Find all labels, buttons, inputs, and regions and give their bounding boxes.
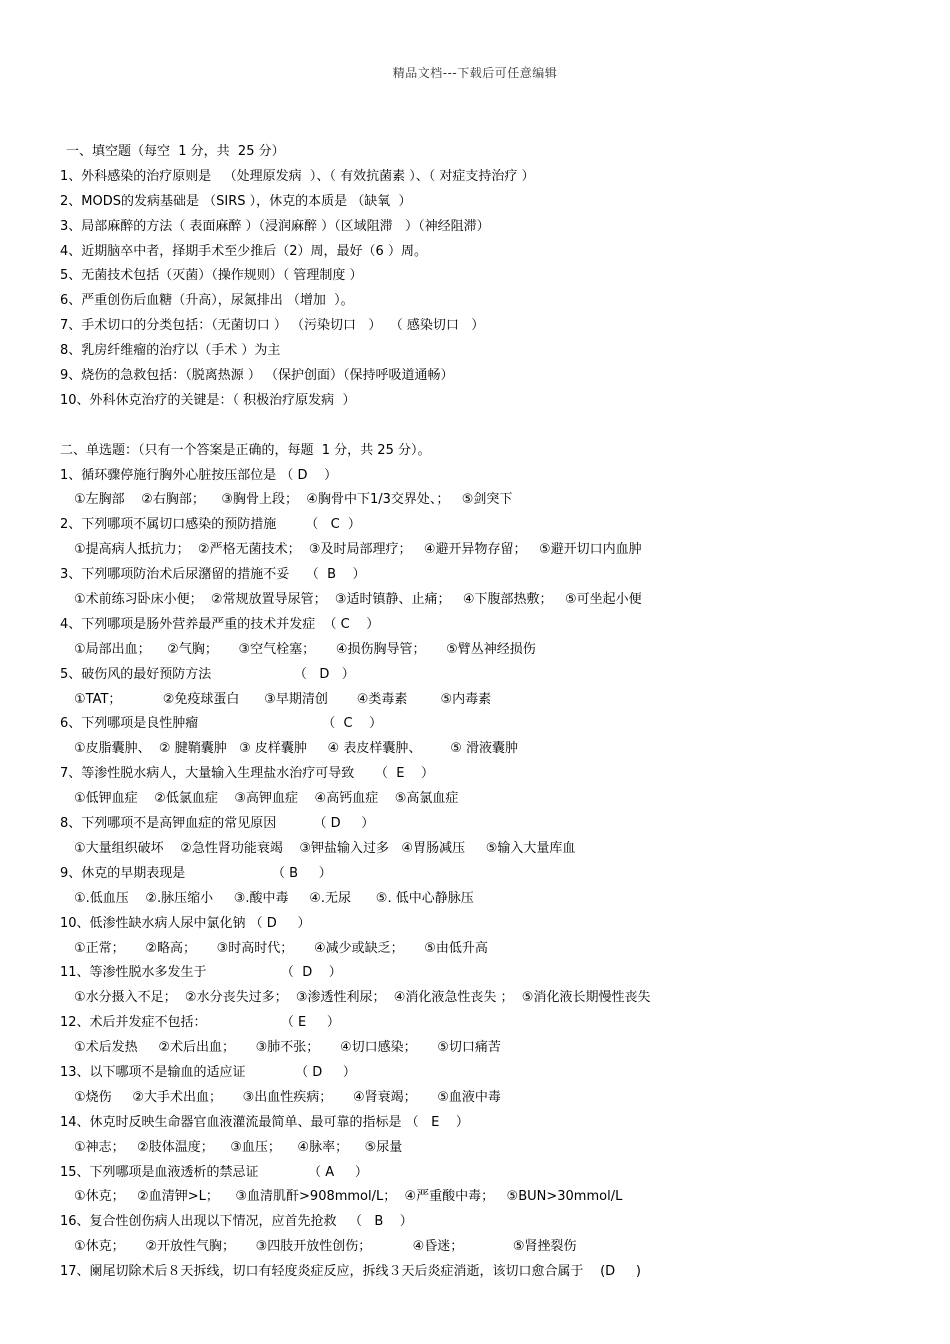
question-options: ①术前练习卧床小便； ②常规放置导尿管； ③适时镇静、止痛； ④下腹部热敷； ⑤可坐起小便 xyxy=(74,592,642,608)
question: 16、复合性创伤病人出现以下情况，应首先抢救 （ B ） xyxy=(60,1214,413,1230)
question: 10、低渗性缺水病人尿中氯化钠 （ D ） xyxy=(60,915,311,931)
fill-item: 6、严重创伤后血糖（升高），尿氮排出 （增加 ）。 xyxy=(60,293,354,309)
question: 2、下列哪项不属切口感染的预防措施 （ C ） xyxy=(60,517,361,533)
question-options: ①大量组织破坏 ②急性肾功能衰竭 ③钾盐输入过多 ④胃肠减压 ⑤输入大量库血 xyxy=(74,840,576,856)
question: 8、下列哪项不是高钾血症的常见原因 （ D ） xyxy=(60,816,375,832)
question-options: ①休克； ②开放性气胸； ③四肢开放性创伤； ④昏迷； ⑤肾挫裂伤 xyxy=(74,1239,577,1255)
fill-item: 8、乳房纤维瘤的治疗以（手术 ）为主 xyxy=(60,343,281,359)
question: 12、术后并发症不包括： （ E ） xyxy=(60,1015,340,1031)
question: 17、阑尾切除术后８天拆线，切口有轻度炎症反应，拆线３天后炎症消逝，该切口愈合属于 (D ) xyxy=(60,1264,641,1280)
section-title-fill: 一、填空题（每空 1 分，共 25 分） xyxy=(66,144,285,159)
question-options: ①神志； ②肢体温度； ③血压； ④脉率； ⑤尿量 xyxy=(74,1139,403,1155)
question: 14、休克时反映生命器官血液灌流最简单、最可靠的指标是 （ E ） xyxy=(60,1114,469,1130)
question-options: ①局部出血； ②气胸； ③空气栓塞； ④损伤胸导管； ⑤臂丛神经损伤 xyxy=(74,641,536,657)
question-options: ①休克； ②血清钾>L； ③血清肌酐>908mmol/L； ④严重酸中毒； ⑤BUN>30mmol/L xyxy=(74,1189,623,1205)
question-options: ①皮脂囊肿、 ② 腱鞘囊肿 ③ 皮样囊肿 ④ 表皮样囊肿、 ⑤ 滑液囊肿 xyxy=(74,741,519,757)
exam-content xyxy=(60,140,920,1285)
fill-item: 1、外科感染的治疗原则是 （处理原发病 ）、（ 有效抗菌素 ）、（ 对症支持治疗 ） xyxy=(60,168,535,184)
question-options: ①低钾血症 ②低氯血症 ③高钾血症 ④高钙血症 ⑤高氯血症 xyxy=(74,791,459,807)
question-options: ①水分摄入不足； ②水分丧失过多； ③渗透性利尿； ④消化液急性丧失 ； ⑤消化液长期慢性丧失 xyxy=(74,990,651,1006)
question: 9、休克的早期表现是 （ B ） xyxy=(60,865,332,881)
fill-item: 7、手术切口的分类包括：（无菌切口 ） （污染切口 ） （ 感染切口 ） xyxy=(60,318,485,334)
page-header: 精品文档---下载后可任意编辑 xyxy=(392,66,558,80)
section-title-choice: 二、单选题：（只有一个答案是正确的，每题 1 分，共 25 分）。 xyxy=(60,442,431,458)
fill-item: 3、局部麻醉的方法（ 表面麻醉 ）（浸润麻醉 ）（区域阻滞 ）（神经阻滞） xyxy=(60,218,490,234)
fill-item: 9、烧伤的急救包括：（脱离热源 ） （保护创面）（保持呼吸道通畅） xyxy=(60,368,454,384)
fill-item: 2、MODS的发病基础是 （SIRS ），休克的本质是 （缺氧 ） xyxy=(60,193,412,209)
question-options: ①.低血压 ②.脉压缩小 ③.酸中毒 ④.无尿 ⑤. 低中心静脉压 xyxy=(74,890,474,906)
fill-item: 4、近期脑卒中者，择期手术至少推后（2）周，最好（6 ）周。 xyxy=(60,243,427,259)
section-gap xyxy=(60,414,920,439)
question-options: ①正常； ②略高； ③时高时代； ④减少或缺乏； ⑤由低升高 xyxy=(74,940,488,956)
fill-item: 10、外科休克治疗的关键是：（ 积极治疗原发病 ） xyxy=(60,392,356,408)
question: 13、以下哪项不是输血的适应证 （ D ） xyxy=(60,1064,356,1080)
question-options: ①烧伤 ②大手术出血； ③出血性疾病； ④肾衰竭； ⑤血液中毒 xyxy=(74,1089,501,1105)
question: 7、等渗性脱水病人，大量输入生理盐水治疗可导致 （ E ） xyxy=(60,766,434,782)
fill-item: 5、无菌技术包括（灭菌）（操作规则）（ 管理制度 ） xyxy=(60,268,363,284)
question: 1、循环骤停施行胸外心脏按压部位是 （ D ） xyxy=(60,467,338,483)
question: 11、等渗性脱水多发生于 （ D ） xyxy=(60,965,342,981)
question-options: ①术后发热 ②术后出血； ③肺不张； ④切口感染； ⑤切口痛苦 xyxy=(74,1040,501,1056)
question-options: ①TAT； ②免疫球蛋白 ③早期清创 ④类毒素 ⑤内毒素 xyxy=(74,691,492,707)
question-options: ①左胸部 ②右胸部； ③胸骨上段； ④胸骨中下1/3交界处、； ⑤剑突下 xyxy=(74,492,513,508)
question: 15、下列哪项是血液透析的禁忌证 （ A ） xyxy=(60,1164,368,1180)
question: 5、破伤风的最好预防方法 （ D ） xyxy=(60,666,355,682)
question: 4、下列哪项是肠外营养最严重的技术并发症 （ C ） xyxy=(60,616,380,632)
question: 3、下列哪项防治术后尿潴留的措施不妥 （ B ） xyxy=(60,567,366,583)
question-options: ①提高病人抵抗力； ②严格无菌技术； ③及时局部理疗； ④避开异物存留； ⑤避开切口内血肿 xyxy=(74,542,642,558)
question: 6、下列哪项是良性肿瘤 （ C ） xyxy=(60,716,383,732)
